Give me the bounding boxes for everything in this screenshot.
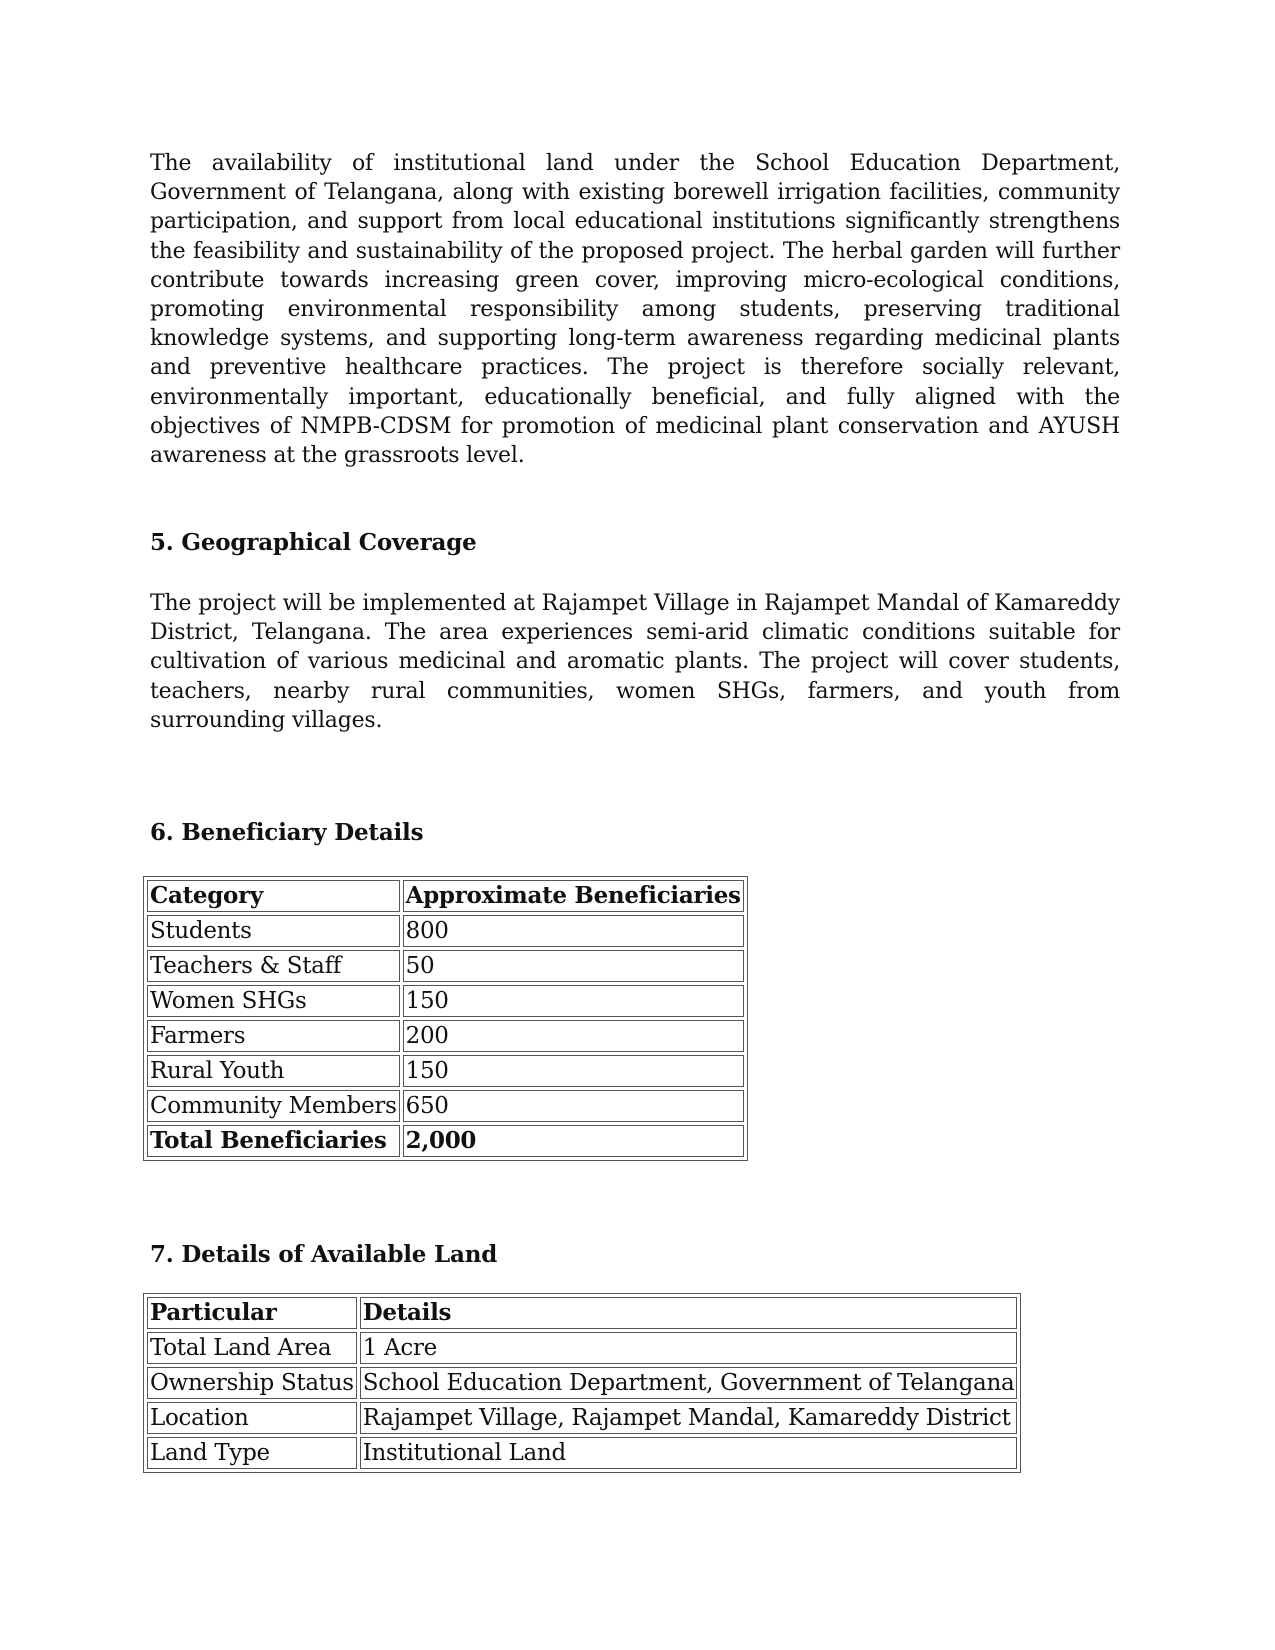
section-heading-beneficiary-details: 6. Beneficiary Details xyxy=(150,819,424,846)
details-cell: School Education Department, Government of Telangana xyxy=(360,1367,1018,1399)
section-heading-geographical-coverage: 5. Geographical Coverage xyxy=(150,529,477,556)
particular-cell: Land Type xyxy=(147,1437,357,1469)
particular-cell: Location xyxy=(147,1402,357,1434)
geographical-coverage-paragraph: The project will be implemented at Rajampet Village in Rajampet Mandal of Kamareddy District, Telangana. The area experiences semi-arid climatic conditions suitable for cultivation of various medicinal and aromatic plants. The project will cover students, teachers, nearby rural communities, women SHGs, farmers, and youth from surrounding villages. xyxy=(150,591,1120,733)
table-row xyxy=(147,985,744,1017)
table-header-row xyxy=(147,880,744,912)
table-row xyxy=(147,1020,744,1052)
total-label-cell: Total Beneficiaries xyxy=(147,1125,400,1157)
beneficiaries-cell: 150 xyxy=(403,985,744,1017)
details-cell: Institutional Land xyxy=(360,1437,1018,1469)
intro-paragraph: The availability of institutional land under the School Education Department, Government of Telangana, along with existing borewell irrigation facilities, community participation, and support from local educational institutions significantly strengthens the feasibility and sustainability of the proposed project. The herbal garden will further contribute towards increasing green cover, improving micro-ecological conditions, promoting environmental responsibility among students, preserving traditional knowledge systems, and supporting long-term awareness regarding medicinal plants and preventive healthcare practices. The project is therefore socially relevant, environmentally important, educationally beneficial, and fully aligned with the objectives of NMPB-CDSM for promotion of medicinal plant conservation and AYUSH awareness at the grassroots level. xyxy=(150,151,1120,469)
section-heading-available-land: 7. Details of Available Land xyxy=(150,1241,498,1268)
table-row xyxy=(147,950,744,982)
beneficiaries-cell: 150 xyxy=(403,1055,744,1087)
category-cell: Teachers & Staff xyxy=(147,950,400,982)
category-cell: Students xyxy=(147,915,400,947)
category-cell: Farmers xyxy=(147,1020,400,1052)
beneficiaries-cell: 650 xyxy=(403,1090,744,1122)
total-row xyxy=(147,1125,744,1157)
category-cell: Women SHGs xyxy=(147,985,400,1017)
column-header-details: Details xyxy=(360,1297,1018,1329)
table-row xyxy=(147,1367,1017,1399)
column-header-approximate-beneficiaries: Approximate Beneficiaries xyxy=(403,880,744,912)
beneficiaries-cell: 200 xyxy=(403,1020,744,1052)
particular-cell: Total Land Area xyxy=(147,1332,357,1364)
table-row xyxy=(147,1402,1017,1434)
column-header-category: Category xyxy=(147,880,400,912)
beneficiaries-cell: 50 xyxy=(403,950,744,982)
table-row xyxy=(147,1055,744,1087)
beneficiary-table xyxy=(143,876,748,1161)
details-cell: 1 Acre xyxy=(360,1332,1018,1364)
table-row xyxy=(147,1437,1017,1469)
table-row xyxy=(147,1332,1017,1364)
column-header-particular: Particular xyxy=(147,1297,357,1329)
particular-cell: Ownership Status xyxy=(147,1367,357,1399)
category-cell: Rural Youth xyxy=(147,1055,400,1087)
category-cell: Community Members xyxy=(147,1090,400,1122)
details-cell: Rajampet Village, Rajampet Mandal, Kamareddy District xyxy=(360,1402,1018,1434)
table-row xyxy=(147,915,744,947)
land-details-table xyxy=(143,1293,1021,1473)
table-header-row xyxy=(147,1297,1017,1329)
table-row xyxy=(147,1090,744,1122)
beneficiaries-cell: 800 xyxy=(403,915,744,947)
total-value-cell: 2,000 xyxy=(403,1125,744,1157)
